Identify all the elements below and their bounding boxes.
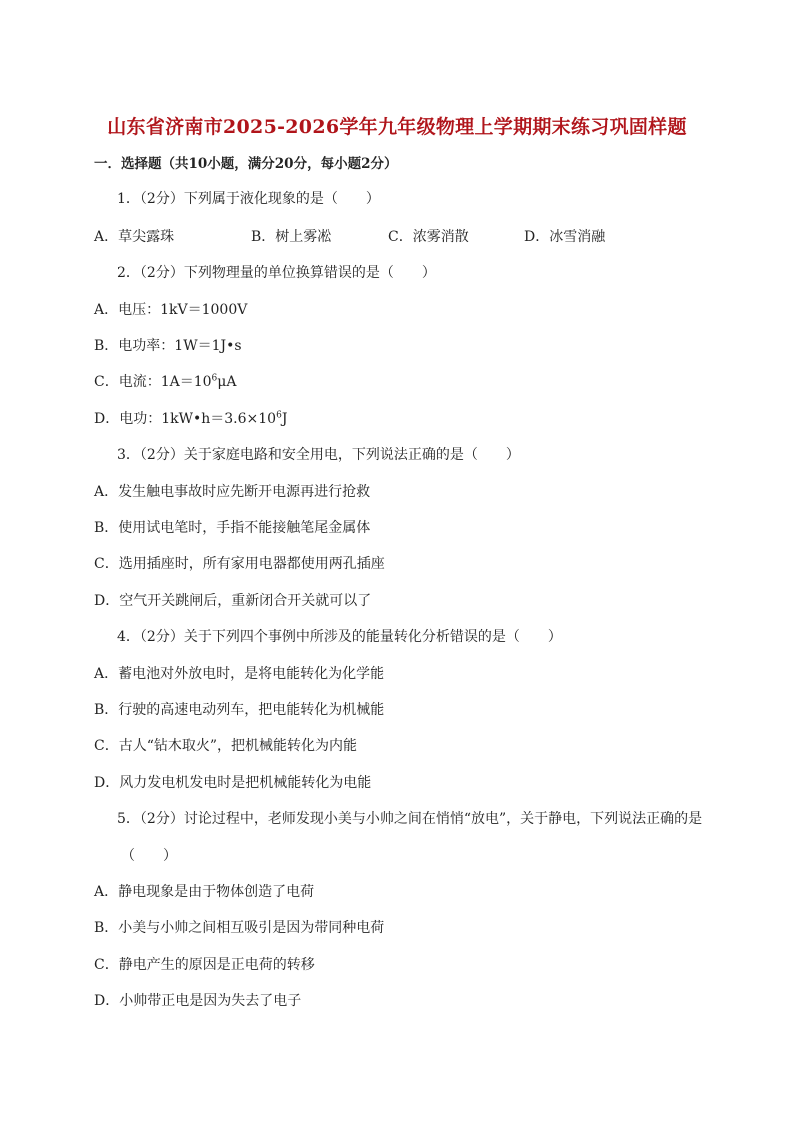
- question-3-option-c: C．选用插座时，所有家用电器都使用两孔插座: [94, 556, 385, 572]
- question-2-option-b: B．电功率：1W＝1J•s: [94, 338, 242, 354]
- question-2-option-a: A．电压：1kV＝1000V: [94, 302, 248, 318]
- question-1-option-a: A．草尖露珠: [94, 229, 175, 245]
- question-1-option-b: B．树上雾凇: [251, 229, 332, 245]
- exponent: 6: [276, 410, 282, 421]
- question-2-option-c: C．电流：$1A=10^6\mu A$: [94, 373, 237, 390]
- question-1-option-c: C．浓雾消散: [388, 229, 469, 245]
- question-3-option-a: A．发生触电事故时应先断开电源再进行抢救: [94, 484, 371, 500]
- question-4-stem: 4．（2分）关于下列四个事例中所涉及的能量转化分析错误的是（ ）: [117, 629, 562, 645]
- question-1-option-d: D．冰雪消融: [524, 229, 606, 245]
- question-5-option-b: B．小美与小帅之间相互吸引是因为带同种电荷: [94, 920, 385, 936]
- question-5-option-a: A．静电现象是由于物体创造了电荷: [94, 884, 315, 900]
- question-2-option-d: D．电功：$1kW•h=3.6\times 10^6J$: [94, 410, 288, 427]
- question-3-option-b: B．使用试电笔时，手指不能接触笔尾金属体: [94, 520, 371, 536]
- question-4-option-a: A．蓄电池对外放电时，是将电能转化为化学能: [94, 666, 385, 682]
- question-4-option-c: C．古人“钻木取火”，把机械能转化为内能: [94, 738, 358, 754]
- exponent: 6: [211, 373, 218, 384]
- question-5-stem: 5．（2分）讨论过程中，老师发现小美与小帅之间在悄悄“放电”，关于静电，下列说法正确的是: [117, 811, 703, 827]
- question-5-stem-continued: （ ）: [121, 848, 177, 864]
- question-2-stem: 2．（2分）下列物理量的单位换算错误的是（ ）: [117, 265, 436, 281]
- question-3-stem: 3．（2分）关于家庭电路和安全用电，下列说法正确的是（ ）: [117, 447, 520, 463]
- question-4-option-b: B．行驶的高速电动列车，把电能转化为机械能: [94, 702, 385, 718]
- question-5-option-c: C．静电产生的原因是正电荷的转移: [94, 957, 315, 973]
- page-title: 山东省济南市2025-2026学年九年级物理上学期期末练习巩固样题: [107, 116, 687, 138]
- question-1-stem: 1．（2分）下列属于液化现象的是（ ）: [117, 191, 380, 207]
- section-heading: 一．选择题（共10小题，满分20分，每小题2分）: [94, 156, 398, 172]
- question-5-option-d: D．小帅带正电是因为失去了电子: [94, 993, 302, 1009]
- question-3-option-d: D．空气开关跳闸后，重新闭合开关就可以了: [94, 593, 372, 609]
- question-4-option-d: D．风力发电机发电时是把机械能转化为电能: [94, 775, 372, 791]
